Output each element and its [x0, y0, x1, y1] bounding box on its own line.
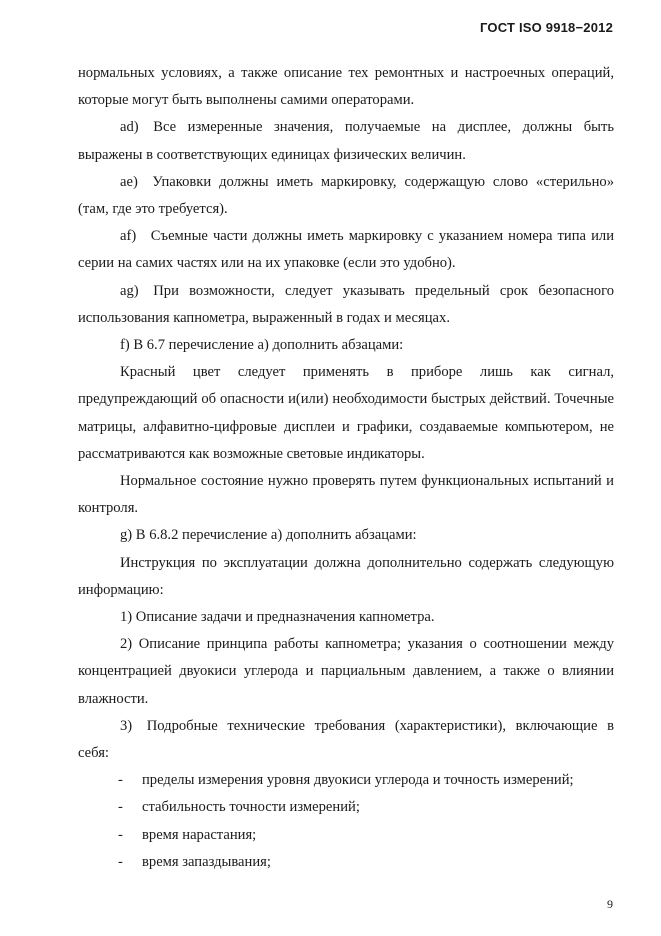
- dash-marker: -: [118, 772, 123, 789]
- paragraph-ad: ad) Все измеренные значения, получаемые на дисплее, должны быть выражены в соответствующих единицах физических величин.: [78, 119, 614, 163]
- paragraph-af: af) Съемные части должны иметь маркировку с указанием номера типа или серии на самих частях или на их упаковке (если это удобно).: [78, 228, 614, 272]
- dash-marker: -: [118, 853, 123, 870]
- list-item-text: пределы измерения уровня двуокиси углерода и точность измерений;: [142, 772, 574, 789]
- paragraph-ag: ag) При возможности, следует указывать предельный срок безопасного использования капнометра, выраженный в годах и месяцах.: [78, 282, 614, 326]
- paragraph-item-1: 1) Описание задачи и предназначения капнометра.: [120, 609, 435, 626]
- list-item-text: стабильность точности измерений;: [142, 799, 360, 816]
- paragraph-instruction: Инструкция по эксплуатации должна дополнительно содержать следующую информацию:: [78, 554, 614, 598]
- list-item: [78, 822, 614, 849]
- document-code-header: ГОСТ ISO 9918−2012: [480, 20, 613, 35]
- page-number: 9: [607, 897, 613, 911]
- list-item: [78, 794, 614, 821]
- list-item: [78, 849, 614, 876]
- paragraph-item-2: 2) Описание принципа работы капнометра; указания о соотношении между концентрацией двуокиси углерода и парциальным давлением, а также о влиянии влажности.: [78, 636, 614, 707]
- list-item-text: время запаздывания;: [142, 853, 271, 870]
- paragraph-item-3: 3) Подробные технические требования (характеристики), включающие в себя:: [78, 717, 614, 762]
- dash-marker: -: [118, 826, 123, 843]
- paragraph-f: f) В 6.7 перечисление a) дополнить абзацами:: [120, 337, 404, 354]
- paragraph-0: нормальных условиях, а также описание тех ремонтных и настроечных операций, которые могут быть выполнены самими операторами.: [78, 65, 614, 109]
- paragraph-g: g) В 6.8.2 перечисление a) дополнить абзацами:: [120, 527, 417, 544]
- document-body: [78, 60, 614, 876]
- dash-marker: -: [118, 799, 123, 816]
- list-item-text: время нарастания;: [142, 826, 257, 843]
- paragraph-normal-state: Нормальное состояние нужно проверять путем функциональных испытаний и контроля.: [78, 473, 614, 517]
- paragraph-ae: ae) Упаковки должны иметь маркировку, содержащую слово «стерильно» (там, где это требуется).: [78, 173, 614, 218]
- paragraph-red-color: Красный цвет следует применять в приборе лишь как сигнал, предупреждающий об опасности и(или) необходимости быстрых действий. Точечные матрицы, алфавитно-цифровые дисплеи и графики, создаваемые компьютером, не рассматриваются как возможные световые индикаторы.: [78, 364, 614, 462]
- list-item: [78, 767, 614, 794]
